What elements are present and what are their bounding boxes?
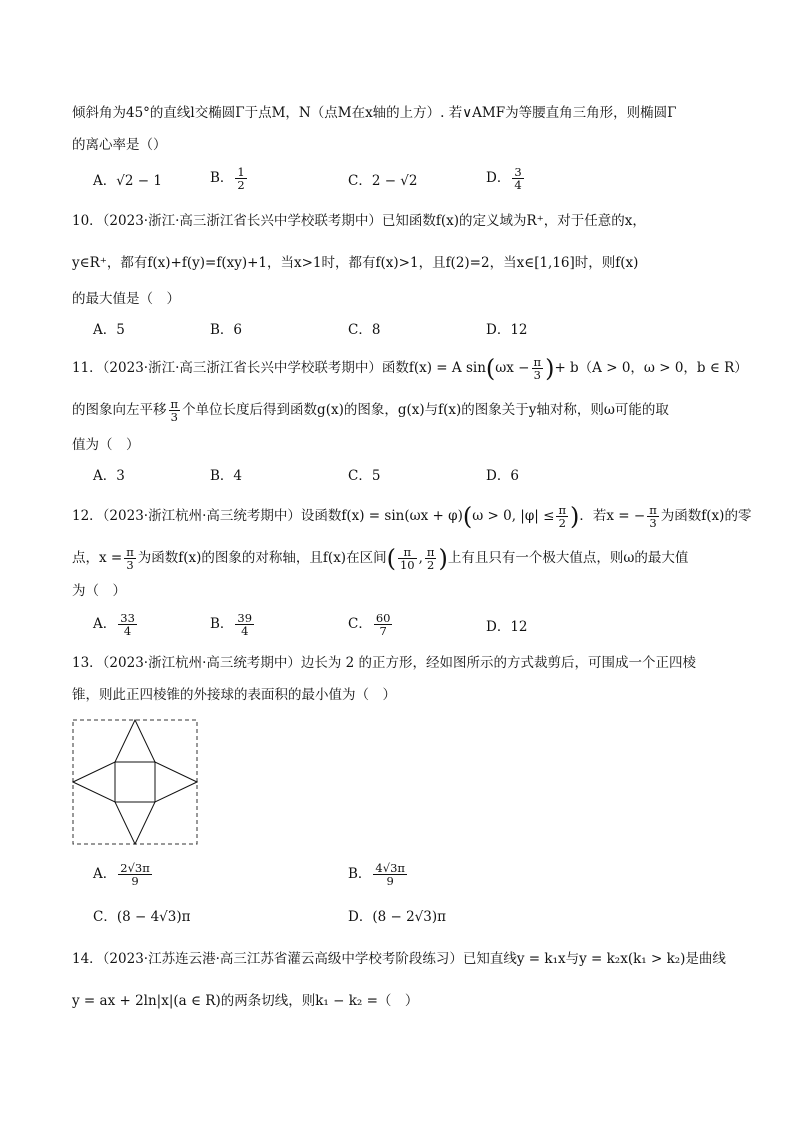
q11-frac2	[169, 398, 181, 423]
q12-frac3	[124, 546, 136, 571]
q14-line2: y = ax + 2ln|x|(a ∈ R)的两条切线，则k₁ − k₂ =（ ）	[72, 993, 419, 1009]
q12-frac2-den: 3	[649, 516, 657, 530]
q9-option-b	[210, 166, 249, 191]
q11-line1-c: + b（A > 0，ω > 0，b ∈ R）	[554, 360, 748, 376]
q9-option-a: A．√2 − 1	[93, 173, 162, 189]
q11-frac1	[532, 356, 544, 381]
q12-frac5-num: π	[426, 545, 435, 559]
q11-option-c: C．5	[348, 468, 381, 484]
q13-line2: 锥，则此正四棱锥的外接球的表面积的最小值为（ ）	[72, 687, 396, 703]
q9-option-d-label: D．	[486, 170, 511, 186]
q13-option-a-frac	[118, 862, 152, 887]
q12-line2-c: 上有且只有一个极大值点，则ω的最大值	[447, 550, 689, 566]
q12-frac4-num: π	[398, 546, 417, 559]
q11-frac1-den: 3	[533, 368, 541, 382]
q12-option-c-frac	[374, 612, 393, 637]
q12-option-b-den: 4	[241, 624, 249, 638]
q10-line2: y∈R⁺，都有f(x)+f(y)=f(xy)+1，当x>1时，都有f(x)>1，且f(2)=2，当x∈[1,16]时，则f(x)	[72, 255, 639, 271]
q10-option-d: D．12	[486, 322, 528, 338]
q12-frac1-num: π	[558, 503, 567, 517]
q13-line1: 13．（2023·浙江杭州·高三统考期中）边长为 2 的正方形，经如图所示的方式裁剪后，可围成一个正四棱	[72, 655, 697, 671]
q12-frac1	[556, 504, 568, 529]
q13-option-b	[348, 862, 409, 887]
q12-option-a-frac	[118, 612, 137, 637]
q13-triangle-left	[73, 762, 115, 802]
q12-paren-close: )	[570, 502, 580, 531]
q11-option-b: B．4	[210, 468, 243, 484]
q9-option-d-num: 3	[514, 165, 522, 179]
q11-line1	[72, 356, 748, 381]
q9-option-b-frac	[235, 166, 246, 191]
q12-paren-open: (	[462, 502, 473, 531]
q11-line1-b: ωx −	[495, 360, 530, 376]
q10-option-b: B．6	[210, 322, 243, 338]
q12-option-c-num: 60	[375, 611, 391, 625]
q12-option-b-frac	[235, 612, 254, 637]
q13-figure-cut-square	[72, 719, 198, 845]
q13-option-a-label: A．	[93, 866, 117, 882]
q13-option-d: D．(8 − 2√3)π	[348, 909, 446, 925]
q12-option-a-label: A．	[93, 616, 117, 632]
q13-triangle-bottom	[115, 802, 155, 844]
q12-option-b	[210, 612, 256, 637]
q13-triangle-right	[155, 762, 197, 802]
q10-option-c: C．8	[348, 322, 381, 338]
q13-option-b-den: 9	[386, 874, 394, 888]
q12-frac4-den: 10	[399, 558, 415, 572]
q11-paren-open: (	[485, 354, 496, 383]
q10-line1: 10．（2023·浙江·高三浙江省长兴中学校联考期中）已知函数f(x)的定义域为R⁺，对于任意的x，	[72, 213, 646, 229]
q12-option-c-den: 7	[379, 624, 387, 638]
q12-line2-b: 为函数f(x)的图象的对称轴，且f(x)在区间	[137, 550, 387, 566]
q11-option-d: D．6	[486, 468, 519, 484]
q12-frac5-den: 2	[427, 558, 435, 572]
q9-option-d	[486, 166, 526, 191]
q12-interval-open: (	[386, 544, 396, 573]
q13-triangle-top	[115, 720, 155, 762]
q13-option-c: C．(8 − 4√3)π	[93, 909, 191, 925]
q10-line3: 的最大值是（ ）	[72, 291, 180, 307]
q13-base-square	[115, 762, 155, 802]
q12-option-d: D．12	[486, 619, 528, 635]
q12-option-b-label: B．	[210, 616, 234, 632]
q13-dashed-square	[73, 720, 197, 844]
q10-option-a: A．5	[93, 322, 125, 338]
q12-frac4	[398, 546, 417, 571]
q12-option-a-den: 4	[123, 624, 132, 638]
q13-option-a-num: 2√3π	[120, 861, 150, 875]
q13-option-b-frac	[373, 862, 407, 887]
q9-option-b-den: 2	[237, 178, 245, 192]
q11-option-a: A．3	[93, 468, 125, 484]
q12-frac1-den: 2	[558, 516, 566, 530]
q12-line1-b: ω > 0, |φ| ≤	[472, 508, 555, 524]
q12-option-c-label: C．	[348, 616, 372, 632]
q12-frac2-num: π	[649, 503, 657, 517]
q9-line1: 倾斜角为45°的直线l交椭圆Γ于点M，N（点M在x轴的上方）. 若∨AMF为等腰直角三角形，则椭圆Γ	[72, 105, 677, 121]
q11-paren-close: )	[545, 354, 555, 383]
q11-line2-a: 的图象向左平移	[72, 402, 167, 418]
q12-line1	[72, 504, 751, 529]
q12-frac5	[425, 546, 437, 571]
q11-line3: 值为（ ）	[72, 437, 140, 453]
q14-line1: 14．（2023·江苏连云港·高三江苏省灌云高级中学校考阶段练习）已知直线y = k₁x与y = k₂x(k₁ > k₂)是曲线	[72, 951, 726, 967]
q9-option-c: C．2 − √2	[348, 173, 418, 189]
q12-option-a-num: 33	[120, 611, 135, 625]
q12-line1-c: ．若x = −	[579, 508, 646, 524]
q9-option-d-den: 4	[514, 178, 522, 192]
q12-frac2	[647, 504, 659, 529]
q12-line2-a: 点，x =	[72, 550, 123, 566]
q11-frac1-num: π	[533, 355, 542, 369]
q12-frac3-num: π	[126, 545, 134, 559]
q11-line1-a: 11．（2023·浙江·高三浙江省长兴中学校联考期中）函数f(x) = A sin	[72, 360, 486, 376]
q12-frac3-den: 3	[126, 558, 134, 572]
q11-line2-b: 个单位长度后得到函数g(x)的图象，g(x)与f(x)的图象关于y轴对称，则ω可能的取	[182, 402, 669, 418]
q13-option-a	[93, 862, 154, 887]
q12-line1-a: 12．（2023·浙江杭州·高三统考期中）设函数f(x) = sin(ωx + φ)	[72, 508, 463, 524]
q12-line3: 为（ ）	[72, 583, 126, 599]
q11-frac2-den: 3	[170, 410, 178, 424]
q9-line2: 的离心率是（）	[72, 137, 167, 153]
q13-option-b-label: B．	[348, 866, 372, 882]
q9-option-d-frac	[512, 166, 523, 191]
q12-option-a	[93, 612, 139, 637]
q12-line2: 点，x = $\frac{\pi}{3}$ 为函数f(x)的图象的对称轴，且f(x)在区间( $\frac{\pi}{10}$ , $\frac{\pi}{2}$ )上有且只有一个极大值点，则ω的最大值	[72, 544, 689, 573]
q13-option-a-den: 9	[131, 874, 139, 888]
q9-option-b-num: 1	[237, 165, 245, 179]
q11-frac2-num: π	[170, 397, 179, 411]
q12-line1-d: 为函数f(x)的零	[660, 508, 752, 524]
q9-option-b-label: B．	[210, 170, 234, 186]
q11-line2	[72, 398, 669, 423]
q12-option-b-num: 39	[237, 611, 253, 625]
q13-option-b-num: 4√3π	[375, 861, 405, 875]
q12-interval-close: )	[438, 544, 448, 573]
q12-option-c	[348, 612, 394, 637]
